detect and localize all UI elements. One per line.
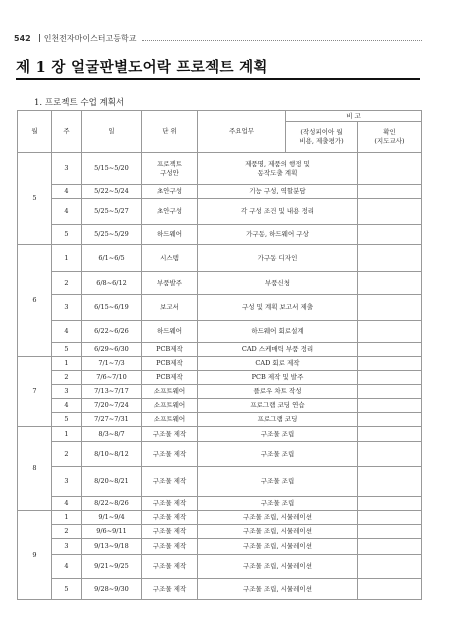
unit-text: 구조물 제작 [152, 584, 187, 593]
confirm-cell [358, 371, 422, 385]
unit-cell [142, 385, 198, 399]
date-cell: 8/22~8/26 [82, 497, 142, 511]
task-cell [198, 245, 358, 272]
task-cell [198, 555, 358, 579]
task-cell [198, 525, 358, 539]
month-cell: 9 [18, 511, 52, 600]
unit-cell [142, 427, 198, 442]
task-cell [198, 272, 358, 295]
week-cell: 2 [52, 371, 82, 385]
week-cell: 5 [52, 413, 82, 427]
unit-cell [142, 371, 198, 385]
unit-text: 소프트웨어 [153, 401, 186, 410]
project-plan-table [17, 110, 422, 600]
task-text: PCB 제작 및 발주 [251, 373, 304, 382]
task-cell [198, 153, 358, 185]
date-cell: 9/6~9/11 [82, 525, 142, 539]
date-cell: 6/1~6/5 [82, 245, 142, 272]
unit-text: PCB제작 [156, 345, 183, 354]
week-cell: 2 [52, 525, 82, 539]
task-text: 구조물 조립, 시뮬레이션 [243, 562, 312, 571]
table-row [18, 245, 422, 272]
week-cell: 5 [52, 225, 82, 245]
unit-cell [142, 579, 198, 600]
table-row [18, 497, 422, 511]
table-row [18, 199, 422, 225]
header-remarks-writer [286, 122, 358, 153]
week-cell: 4 [52, 399, 82, 413]
confirm-cell [358, 525, 422, 539]
unit-cell [142, 272, 198, 295]
task-cell [198, 511, 358, 525]
table-row [18, 272, 422, 295]
date-cell: 5/22~5/24 [82, 185, 142, 199]
task-cell [198, 579, 358, 600]
week-cell: 1 [52, 427, 82, 442]
table-row [18, 357, 422, 371]
date-cell: 5/25~5/29 [82, 225, 142, 245]
task-text: 구조물 조립, 시뮬레이션 [243, 527, 312, 536]
date-cell: 6/29~6/30 [82, 343, 142, 357]
unit-text: 구조물 제작 [152, 449, 187, 458]
date-cell: 6/8~6/12 [82, 272, 142, 295]
date-cell: 9/1~9/4 [82, 511, 142, 525]
header-date: 일 [82, 111, 142, 153]
confirm-cell [358, 153, 422, 185]
remarks-confirm-line2: (지도교사) [374, 137, 405, 145]
unit-cell [142, 185, 198, 199]
week-cell: 3 [52, 467, 82, 497]
task-text: 프로그램 코딩 [257, 415, 298, 424]
confirm-cell [358, 413, 422, 427]
confirm-cell [358, 399, 422, 413]
unit-text: 소프트웨어 [153, 387, 186, 396]
week-cell: 5 [52, 343, 82, 357]
unit-text: 구조물 제작 [152, 477, 187, 486]
table-row [18, 343, 422, 357]
unit-text: 하드웨어 [156, 327, 183, 336]
date-cell: 6/22~6/26 [82, 321, 142, 343]
table-row [18, 555, 422, 579]
task-text: 구성 및 계획 보고서 제출 [241, 303, 314, 312]
header-divider [39, 34, 40, 42]
task-text: 프로그램 코딩 연습 [250, 401, 305, 410]
confirm-cell [358, 385, 422, 399]
confirm-cell [358, 511, 422, 525]
week-cell: 1 [52, 357, 82, 371]
task-cell [198, 225, 358, 245]
table-row [18, 511, 422, 525]
date-cell: 7/13~7/17 [82, 385, 142, 399]
date-cell: 7/6~7/10 [82, 371, 142, 385]
confirm-cell [358, 442, 422, 467]
week-cell: 1 [52, 511, 82, 525]
table-row [18, 371, 422, 385]
task-cell [198, 321, 358, 343]
task-text: 구조물 조립 [260, 499, 295, 508]
task-text: 구조물 조립 [260, 429, 295, 438]
task-text: 기능 구성, 역할분담 [249, 187, 306, 196]
date-cell: 9/28~9/30 [82, 579, 142, 600]
week-cell: 4 [52, 497, 82, 511]
unit-cell [142, 225, 198, 245]
table-row [18, 539, 422, 555]
unit-text: 구조물 제작 [152, 513, 187, 522]
school-name: 인천전자마이스터고등학교 [43, 33, 137, 43]
date-cell: 8/10~8/12 [82, 442, 142, 467]
date-cell: 9/13~9/18 [82, 539, 142, 555]
confirm-cell [358, 272, 422, 295]
table-row [18, 427, 422, 442]
week-cell: 3 [52, 295, 82, 321]
unit-cell [142, 399, 198, 413]
header-dotted-line [142, 35, 422, 41]
task-text: 하드웨어 회로설계 [251, 327, 304, 336]
month-cell: 5 [18, 153, 52, 245]
chapter-title: 제 1 장 얼굴판별도어락 프로젝트 계획 [16, 59, 268, 76]
table-row [18, 321, 422, 343]
unit-cell [142, 413, 198, 427]
confirm-cell [358, 427, 422, 442]
table-row [18, 525, 422, 539]
unit-cell [142, 525, 198, 539]
date-cell: 7/1~7/3 [82, 357, 142, 371]
task-cell [198, 343, 358, 357]
header-week: 주 [52, 111, 82, 153]
task-cell [198, 385, 358, 399]
confirm-cell [358, 497, 422, 511]
confirm-cell [358, 225, 422, 245]
task-cell [198, 371, 358, 385]
task-cell [198, 442, 358, 467]
task-cell [198, 413, 358, 427]
confirm-cell [358, 555, 422, 579]
task-cell [198, 357, 358, 371]
table-row [18, 467, 422, 497]
date-cell: 7/20~7/24 [82, 399, 142, 413]
unit-text: 프로젝트 [156, 159, 183, 168]
date-cell: 9/21~9/25 [82, 555, 142, 579]
task-cell [198, 295, 358, 321]
date-cell: 8/3~8/7 [82, 427, 142, 442]
page-header [14, 32, 422, 44]
week-cell: 5 [52, 579, 82, 600]
header-remarks: 비 고 [286, 111, 422, 122]
date-cell: 5/15~5/20 [82, 153, 142, 185]
week-cell: 3 [52, 539, 82, 555]
confirm-cell [358, 343, 422, 357]
table-row [18, 579, 422, 600]
month-cell: 7 [18, 357, 52, 427]
unit-cell [142, 343, 198, 357]
week-cell: 4 [52, 199, 82, 225]
confirm-cell [358, 467, 422, 497]
week-cell: 1 [52, 245, 82, 272]
confirm-cell [358, 185, 422, 199]
remarks-writer-line2: 비용, 제출평가) [299, 137, 344, 145]
task-text: 가구동 디자인 [257, 253, 298, 262]
header-remarks-confirm [358, 122, 422, 153]
task-cell [198, 497, 358, 511]
table-row [18, 185, 422, 199]
confirm-cell [358, 579, 422, 600]
confirm-cell [358, 295, 422, 321]
unit-text: 초안구성 [156, 207, 183, 216]
unit-text: 소프트웨어 [153, 415, 186, 424]
table-row [18, 225, 422, 245]
task-text: 제품명, 제품의 행정 및 [245, 159, 310, 168]
task-text: 부품신청 [264, 278, 291, 287]
task-cell [198, 427, 358, 442]
week-cell: 3 [52, 153, 82, 185]
task-cell [198, 185, 358, 199]
unit-cell [142, 153, 198, 185]
page-number: 542 [14, 33, 31, 43]
unit-text: 구조물 제작 [152, 542, 187, 551]
unit-text: 구조물 제작 [152, 429, 187, 438]
unit-text: 초안구성 [156, 187, 183, 196]
confirm-cell [358, 357, 422, 371]
unit-text: 구조물 제작 [152, 562, 187, 571]
week-cell: 2 [52, 272, 82, 295]
unit-cell [142, 539, 198, 555]
header-month: 월 [18, 111, 52, 153]
task-cell [198, 539, 358, 555]
remarks-writer-line1: (작성피이아 월 [300, 128, 343, 137]
task-text: 가구동, 하드웨어 구상 [246, 230, 309, 239]
confirm-cell [358, 245, 422, 272]
header-unit: 단 위 [142, 111, 198, 153]
table-row [18, 413, 422, 427]
section-subtitle: 1. 프로젝트 수업 계획서 [34, 98, 125, 108]
unit-cell [142, 497, 198, 511]
unit-text: PCB제작 [156, 373, 183, 382]
remarks-confirm-line1: 확인 [383, 128, 396, 137]
task-text: 구조물 조립, 시뮬레이션 [243, 584, 312, 593]
week-cell: 2 [52, 442, 82, 467]
task-text: 동작도출 계획 [257, 168, 298, 177]
unit-text: PCB제작 [156, 359, 183, 368]
task-cell [198, 467, 358, 497]
unit-cell [142, 245, 198, 272]
task-cell [198, 199, 358, 225]
task-text: 플로우 차트 작성 [253, 387, 302, 396]
month-cell: 8 [18, 427, 52, 511]
task-text: CAD 스케매틱 부품 정리 [241, 345, 314, 354]
confirm-cell [358, 321, 422, 343]
unit-text: 구조물 제작 [152, 527, 187, 536]
unit-text: 구조물 제작 [152, 499, 187, 508]
task-text: 구조물 조립 [260, 477, 295, 486]
date-cell: 8/20~8/21 [82, 467, 142, 497]
date-cell: 5/25~5/27 [82, 199, 142, 225]
unit-text: 보고서 [160, 303, 179, 312]
unit-text: 시스템 [160, 253, 179, 262]
date-cell: 7/27~7/31 [82, 413, 142, 427]
task-text: 구조물 조립, 시뮬레이션 [243, 513, 312, 522]
table-row [18, 153, 422, 185]
date-cell: 6/15~6/19 [82, 295, 142, 321]
unit-cell [142, 295, 198, 321]
week-cell: 4 [52, 185, 82, 199]
confirm-cell [358, 539, 422, 555]
task-text: 구조물 조립, 시뮬레이션 [243, 542, 312, 551]
unit-cell [142, 357, 198, 371]
task-text: CAD 회로 제작 [255, 359, 300, 368]
unit-cell [142, 199, 198, 225]
unit-text: 부품발주 [156, 278, 183, 287]
unit-cell [142, 511, 198, 525]
week-cell: 4 [52, 555, 82, 579]
week-cell: 4 [52, 321, 82, 343]
task-text: 각 구성 조건 및 내용 정리 [240, 207, 315, 216]
week-cell: 3 [52, 385, 82, 399]
table-row [18, 295, 422, 321]
confirm-cell [358, 199, 422, 225]
header-main-task: 주요업무 [198, 111, 286, 153]
unit-cell [142, 321, 198, 343]
table-row [18, 399, 422, 413]
table-row [18, 385, 422, 399]
table-row [18, 442, 422, 467]
unit-cell [142, 467, 198, 497]
title-underline [16, 78, 420, 80]
unit-text: 구성안 [160, 168, 179, 177]
task-cell [198, 399, 358, 413]
unit-cell [142, 555, 198, 579]
unit-cell [142, 442, 198, 467]
month-cell: 6 [18, 245, 52, 357]
task-text: 구조물 조립 [260, 449, 295, 458]
table-header-row [18, 111, 422, 122]
unit-text: 하드웨어 [156, 230, 183, 239]
